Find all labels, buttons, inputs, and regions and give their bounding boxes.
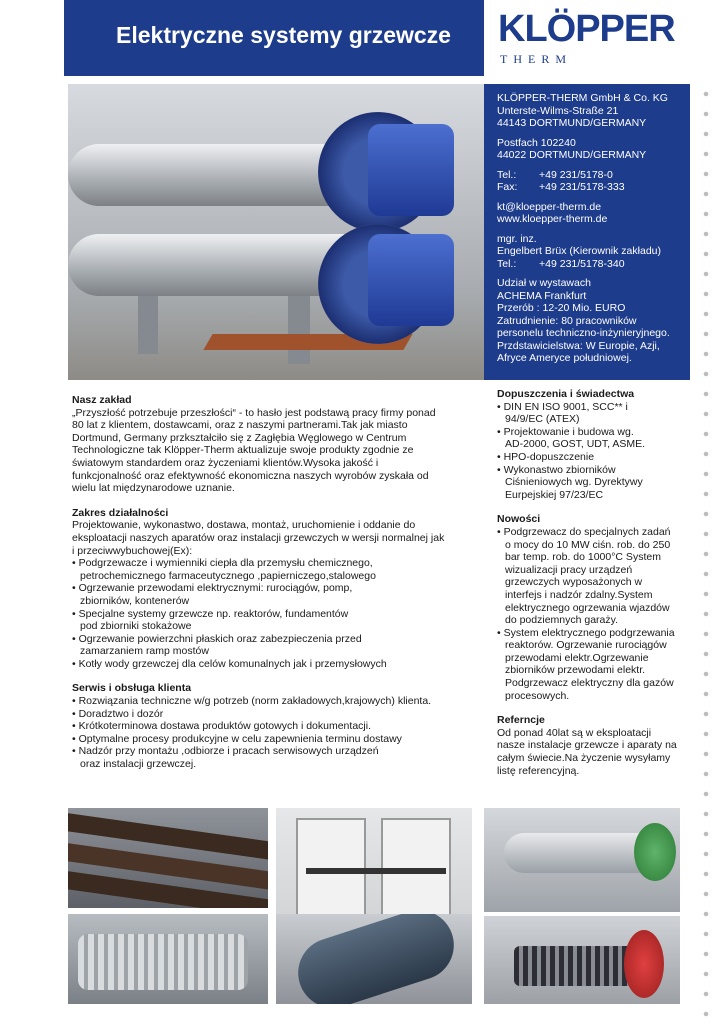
text-line: • Podgrzewacz do specjalnych zadań: [497, 525, 671, 538]
tube-bundle: [514, 946, 634, 986]
section-title: Dopuszczenia i świadectwa: [497, 388, 635, 400]
text-line: Podgrzewacz elektryczny dla gazów: [505, 677, 674, 690]
text-line: przewodami elektr.Ogrzewanie: [505, 651, 649, 664]
text-line: „Przyszłość potrzebuje przeszłości“ - to hasło jest podstawą pracy firmy ponad: [72, 406, 436, 419]
section-title: Zakres działalności: [72, 506, 169, 519]
person-tel-line: [497, 258, 690, 271]
section-title: Nowości: [497, 513, 541, 526]
red-flange: [624, 930, 664, 998]
text-line: grzewczych wyposażonych w: [505, 576, 643, 589]
tel-line: [497, 169, 690, 182]
text-line: • Optymalne procesy produkcyjne w celu zapewnienia terminu dostawy: [72, 732, 402, 745]
text-line: i przeciwwybuchowej(Ex):: [72, 544, 193, 557]
text-line: interfejs i nadzór zdalny.System: [505, 588, 653, 601]
fax-line: [497, 181, 690, 194]
text-line: • Nadzór przy montażu ,odbiorze i pracach serwisowych urządzeń: [72, 745, 379, 758]
heater-coil: [78, 934, 248, 990]
reps-line-1: Przdstawicielstwa: W Europie, Azji,: [497, 339, 660, 352]
heater-photo: [68, 84, 484, 380]
section-body: [497, 727, 693, 777]
page-title: Elektryczne systemy grzewcze: [116, 22, 451, 48]
section-title: Serwis i obsługa klienta: [72, 682, 192, 695]
header-banner: [64, 0, 484, 76]
street: Unterste-Wilms-Straße 21: [497, 104, 619, 117]
city: 44143 DORTMUND/GERMANY: [497, 117, 647, 129]
section-body: [497, 401, 693, 502]
text-line: • Rozwiązania techniczne w/g potrzeb (norm zakładowych,krajowych) klienta.: [72, 695, 432, 708]
photo-heater-bundle: [484, 916, 680, 1004]
text-line: bar temp. rob. do 1000°C System: [505, 551, 661, 564]
fairs: ACHEMA Frankfurt: [497, 289, 587, 302]
section-title: Referncje: [497, 714, 545, 727]
web-link[interactable]: www.kloepper-therm.de: [497, 213, 608, 225]
text-line: • Projektowanie i budowa wg.: [497, 425, 634, 438]
text-line: • Specjalne systemy grzewcze np. reaktorów, fundamentów: [72, 607, 349, 620]
cable-duct: [306, 868, 446, 874]
decorative-dot-column: [696, 84, 716, 1024]
text-line: oraz instalacji grzewczej.: [80, 758, 197, 771]
fax-value: +49 231/5178-333: [539, 181, 625, 193]
text-line: Projektowanie, wykonastwo, dostawa, montaż, uruchomienie i oddanie do: [72, 519, 416, 532]
insulated-vessel: [289, 914, 463, 1004]
text-line: wielu lat międzynarodowe uznanie.: [72, 482, 235, 495]
photo-pipe-heating: [68, 808, 268, 908]
text-line: 80 lat z klientem, dostawcami, oraz z naszymi partnerami.Tak jak miasto: [72, 419, 408, 432]
text-line: • Podgrzewacze i wymienniki ciepła dla przemysłu chemicznego,: [72, 557, 373, 570]
tel-value: +49 231/5178-0: [539, 168, 613, 181]
text-line: 94/9/EC (ATEX): [505, 413, 580, 426]
text-line: Od ponad 40lat są w eksploatacji: [497, 726, 652, 739]
po-box-city: 44022 DORTMUND/GERMANY: [497, 149, 647, 161]
text-line: wizualizacji pracy urządzeń: [505, 563, 633, 576]
text-line: reaktorów. Ogrzewanie rurociągów: [505, 639, 667, 652]
text-line: eksploatacji naszych aparatów oraz instalacji grzewczych w wersji normalnej jak: [72, 531, 445, 544]
left-column: [72, 394, 472, 771]
text-line: AD-2000, GOST, UDT, ASME.: [505, 438, 646, 451]
employees-line-2: personelu techniczno-inżynieryjnego.: [497, 327, 670, 339]
logo-wordmark: KLÖPPER: [498, 8, 675, 50]
text-line: • Ogrzewanie przewodami elektrycznymi: rurociągów, pomp,: [72, 582, 353, 595]
text-line: Technologiczne tak Klöpper-Therm aktualizuje swoje produkty zgodnie ze: [72, 444, 414, 457]
text-line: petrochemicznego farmaceutycznego ,papierniczego,stalowego: [80, 569, 376, 582]
employees-line-1: Zatrudnienie: 80 pracowników: [497, 314, 637, 327]
text-line: Eurpejskiej 97/23/EC: [505, 488, 604, 501]
terminal-box-lower: [368, 234, 454, 326]
company-logo: [484, 0, 724, 76]
company-name: KLÖPPER-THERM GmbH & Co. KG: [497, 92, 668, 104]
terminal-box-upper: [368, 124, 454, 216]
text-line: • System elektrycznego podgrzewania: [497, 626, 675, 639]
reps-line-2: Afryce Ameryce południowej.: [497, 352, 632, 364]
logo-subtitle: THERM: [500, 52, 572, 66]
tel-label: Tel.:: [497, 168, 517, 181]
text-line: zbiorników przewodami elektr.: [505, 664, 646, 677]
text-line: zbiorników, kontenerów: [80, 594, 190, 607]
text-line: • Kotły wody grzewczej dla celów komunalnych jak i przemysłowych: [72, 657, 387, 670]
text-line: nasze instalacje grzewcze i aparaty na: [497, 739, 677, 752]
text-line: do podziemnych garaży.: [505, 614, 619, 627]
text-line: pod zbiorniki stokażowe: [80, 620, 192, 633]
section-title: Nasz zakład: [72, 394, 132, 406]
text-line: Dortmund, Germany przkształciło się z Zagłębia Węglowego w Centrum: [72, 431, 407, 444]
photo-heater-assembly: [484, 808, 680, 912]
fax-label: Fax:: [497, 181, 518, 193]
photo-coil-heater: [68, 914, 268, 1004]
text-line: całym świecie.Na życzenie wysyłamy: [497, 752, 671, 765]
fairs-title: Udział w wystawach: [497, 277, 591, 289]
email-link[interactable]: kt@kloepper-therm.de: [497, 200, 602, 213]
text-line: • Krótkoterminowa dostawa produktów gotowych i dokumentacji.: [72, 720, 371, 733]
section-body: [72, 407, 472, 495]
text-line: listę referencyjną.: [497, 764, 580, 777]
text-line: • Doradztwo i dozór: [72, 707, 164, 720]
section-body: [72, 695, 472, 771]
section-body: [72, 519, 472, 670]
right-column: [497, 388, 693, 777]
green-flange: [634, 823, 676, 881]
person-title: mgr. inz.: [497, 232, 537, 245]
text-line: światowym standardem oraz życzeniami klientów.Wysoka jakość i: [72, 456, 379, 469]
text-line: • Wykonastwo zbiorników: [497, 463, 616, 476]
person-name: Engelbert Brüx (Kierownik zakładu): [497, 245, 661, 257]
text-line: zamarzaniem ramp mostów: [80, 645, 209, 658]
text-line: elektrycznego ogrzewania wjazdów: [505, 601, 670, 614]
section-body: [497, 526, 693, 702]
text-line: • Ogrzewanie powierzchni płaskich oraz zabezpieczenia przed: [72, 632, 362, 645]
contact-box: [484, 84, 690, 380]
text-line: • DIN EN ISO 9001, SCC** i: [497, 400, 628, 413]
photo-vessel-insulation: [276, 914, 472, 1004]
person-tel-label: Tel.:: [497, 257, 517, 270]
text-line: • HPO-dopuszczenie: [497, 450, 595, 463]
text-line: procesowych.: [505, 689, 570, 702]
revenue: Przerób : 12-20 Mio. EURO: [497, 302, 626, 314]
text-line: funkcjonalność oraz efektywność ekonomiczna naszych wyrobów zyskała od: [72, 469, 429, 482]
person-tel-value: +49 231/5178-340: [539, 257, 625, 270]
po-box: Postfach 102240: [497, 136, 576, 149]
text-line: o mocy do 10 MW ciśn. rob. do 250: [505, 538, 671, 551]
text-line: Ciśnieniowych wg. Dyrektywy: [505, 476, 643, 489]
